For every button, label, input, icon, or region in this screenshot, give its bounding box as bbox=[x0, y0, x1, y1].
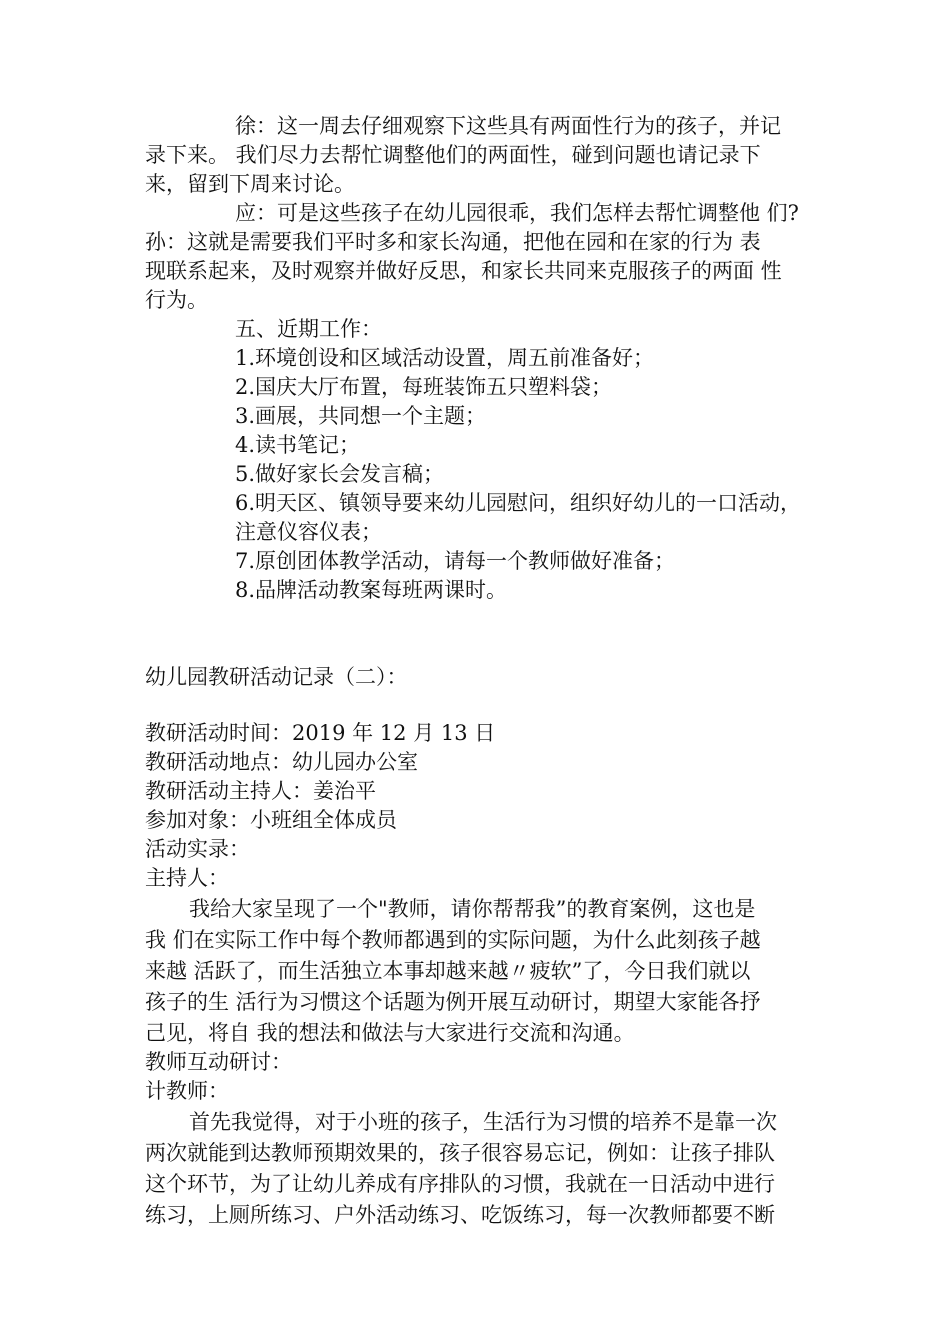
meta-line: 教研活动时间：2019 年 12 月 13 日 bbox=[145, 721, 496, 745]
meta-line: 参加对象：小班组全体成员 bbox=[145, 808, 397, 832]
meta-line: 教研活动主持人：姜治平 bbox=[145, 779, 376, 803]
list-item: 4.读书笔记； bbox=[235, 433, 361, 457]
text-line: 首先我觉得，对于小班的孩子，生活行为习惯的培养不是靠一次 bbox=[189, 1110, 777, 1134]
text-line: 来，留到下周来讨论。 bbox=[145, 172, 355, 196]
text-line: 我给大家呈现了一个"教师，请你帮帮我”的教育案例，这也是 bbox=[189, 897, 756, 921]
meta-line: 教研活动地点：幼儿园办公室 bbox=[145, 750, 418, 774]
text-line: 两次就能到达教师预期效果的，孩子很容易忘记，例如：让孩子排队 bbox=[145, 1141, 775, 1165]
text-line: 我 们在实际工作中每个教师都遇到的实际问题，为什么此刻孩子越 bbox=[145, 928, 761, 952]
list-item: 8.品牌活动教案每班两课时。 bbox=[235, 578, 508, 602]
text-line: 现联系起来，及时观察并做好反思，和家长共同来克服孩子的两面 性 bbox=[145, 259, 782, 283]
text-line: 练习，上厕所练习、户外活动练习、吃饭练习，每一次教师都要不断 bbox=[145, 1203, 775, 1227]
list-item: 1.环境创设和区域活动设置，周五前准备好； bbox=[235, 346, 655, 370]
text-line: 行为。 bbox=[145, 288, 208, 312]
meta-line: 活动实录： bbox=[145, 837, 250, 861]
text-line: 孩子的生 活行为习惯这个话题为例开展互动研讨，期望大家能各抒 bbox=[145, 990, 761, 1014]
text-line: 这个环节，为了让幼儿养成有序排队的习惯，我就在一日活动中进行 bbox=[145, 1172, 775, 1196]
list-item: 5.做好家长会发言稿； bbox=[235, 462, 445, 486]
speaker-label: 计教师： bbox=[145, 1079, 229, 1103]
meta-line: 主持人： bbox=[145, 866, 229, 890]
section-heading: 五、近期工作： bbox=[235, 317, 382, 341]
list-item: 7.原创团体教学活动，请每一个教师做好准备； bbox=[235, 549, 676, 573]
text-line: 来越 活跃了，而生活独立本事却越来越〃疲软”了，今日我们就以 bbox=[145, 959, 751, 983]
list-item: 3.画展，共同想一个主题； bbox=[235, 404, 487, 428]
list-item: 注意仪容仪表； bbox=[235, 520, 382, 544]
text-line: 录下来。 我们尽力去帮忙调整他们的两面性，碰到问题也请记录下 bbox=[145, 143, 761, 167]
text-line: 徐：这一周去仔细观察下这些具有两面性行为的孩子，并记 bbox=[235, 114, 781, 138]
list-item: 2.国庆大厅布置，每班装饰五只塑料袋； bbox=[235, 375, 613, 399]
document-title: 幼儿园教研活动记录（二）： bbox=[145, 665, 408, 689]
list-item: 6.明天区、镇领导要来幼儿园慰问，组织好幼儿的一口活动， bbox=[235, 491, 802, 515]
text-line: 应：可是这些孩子在幼儿园很乖，我们怎样去帮忙调整他 们? bbox=[235, 201, 799, 225]
text-line: 孙：这就是需要我们平时多和家长沟通，把他在园和在家的行为 表 bbox=[145, 230, 761, 254]
text-line: 己见，将自 我的想法和做法与大家进行交流和沟通。 bbox=[145, 1021, 635, 1045]
section-heading: 教师互动研讨： bbox=[145, 1050, 292, 1074]
